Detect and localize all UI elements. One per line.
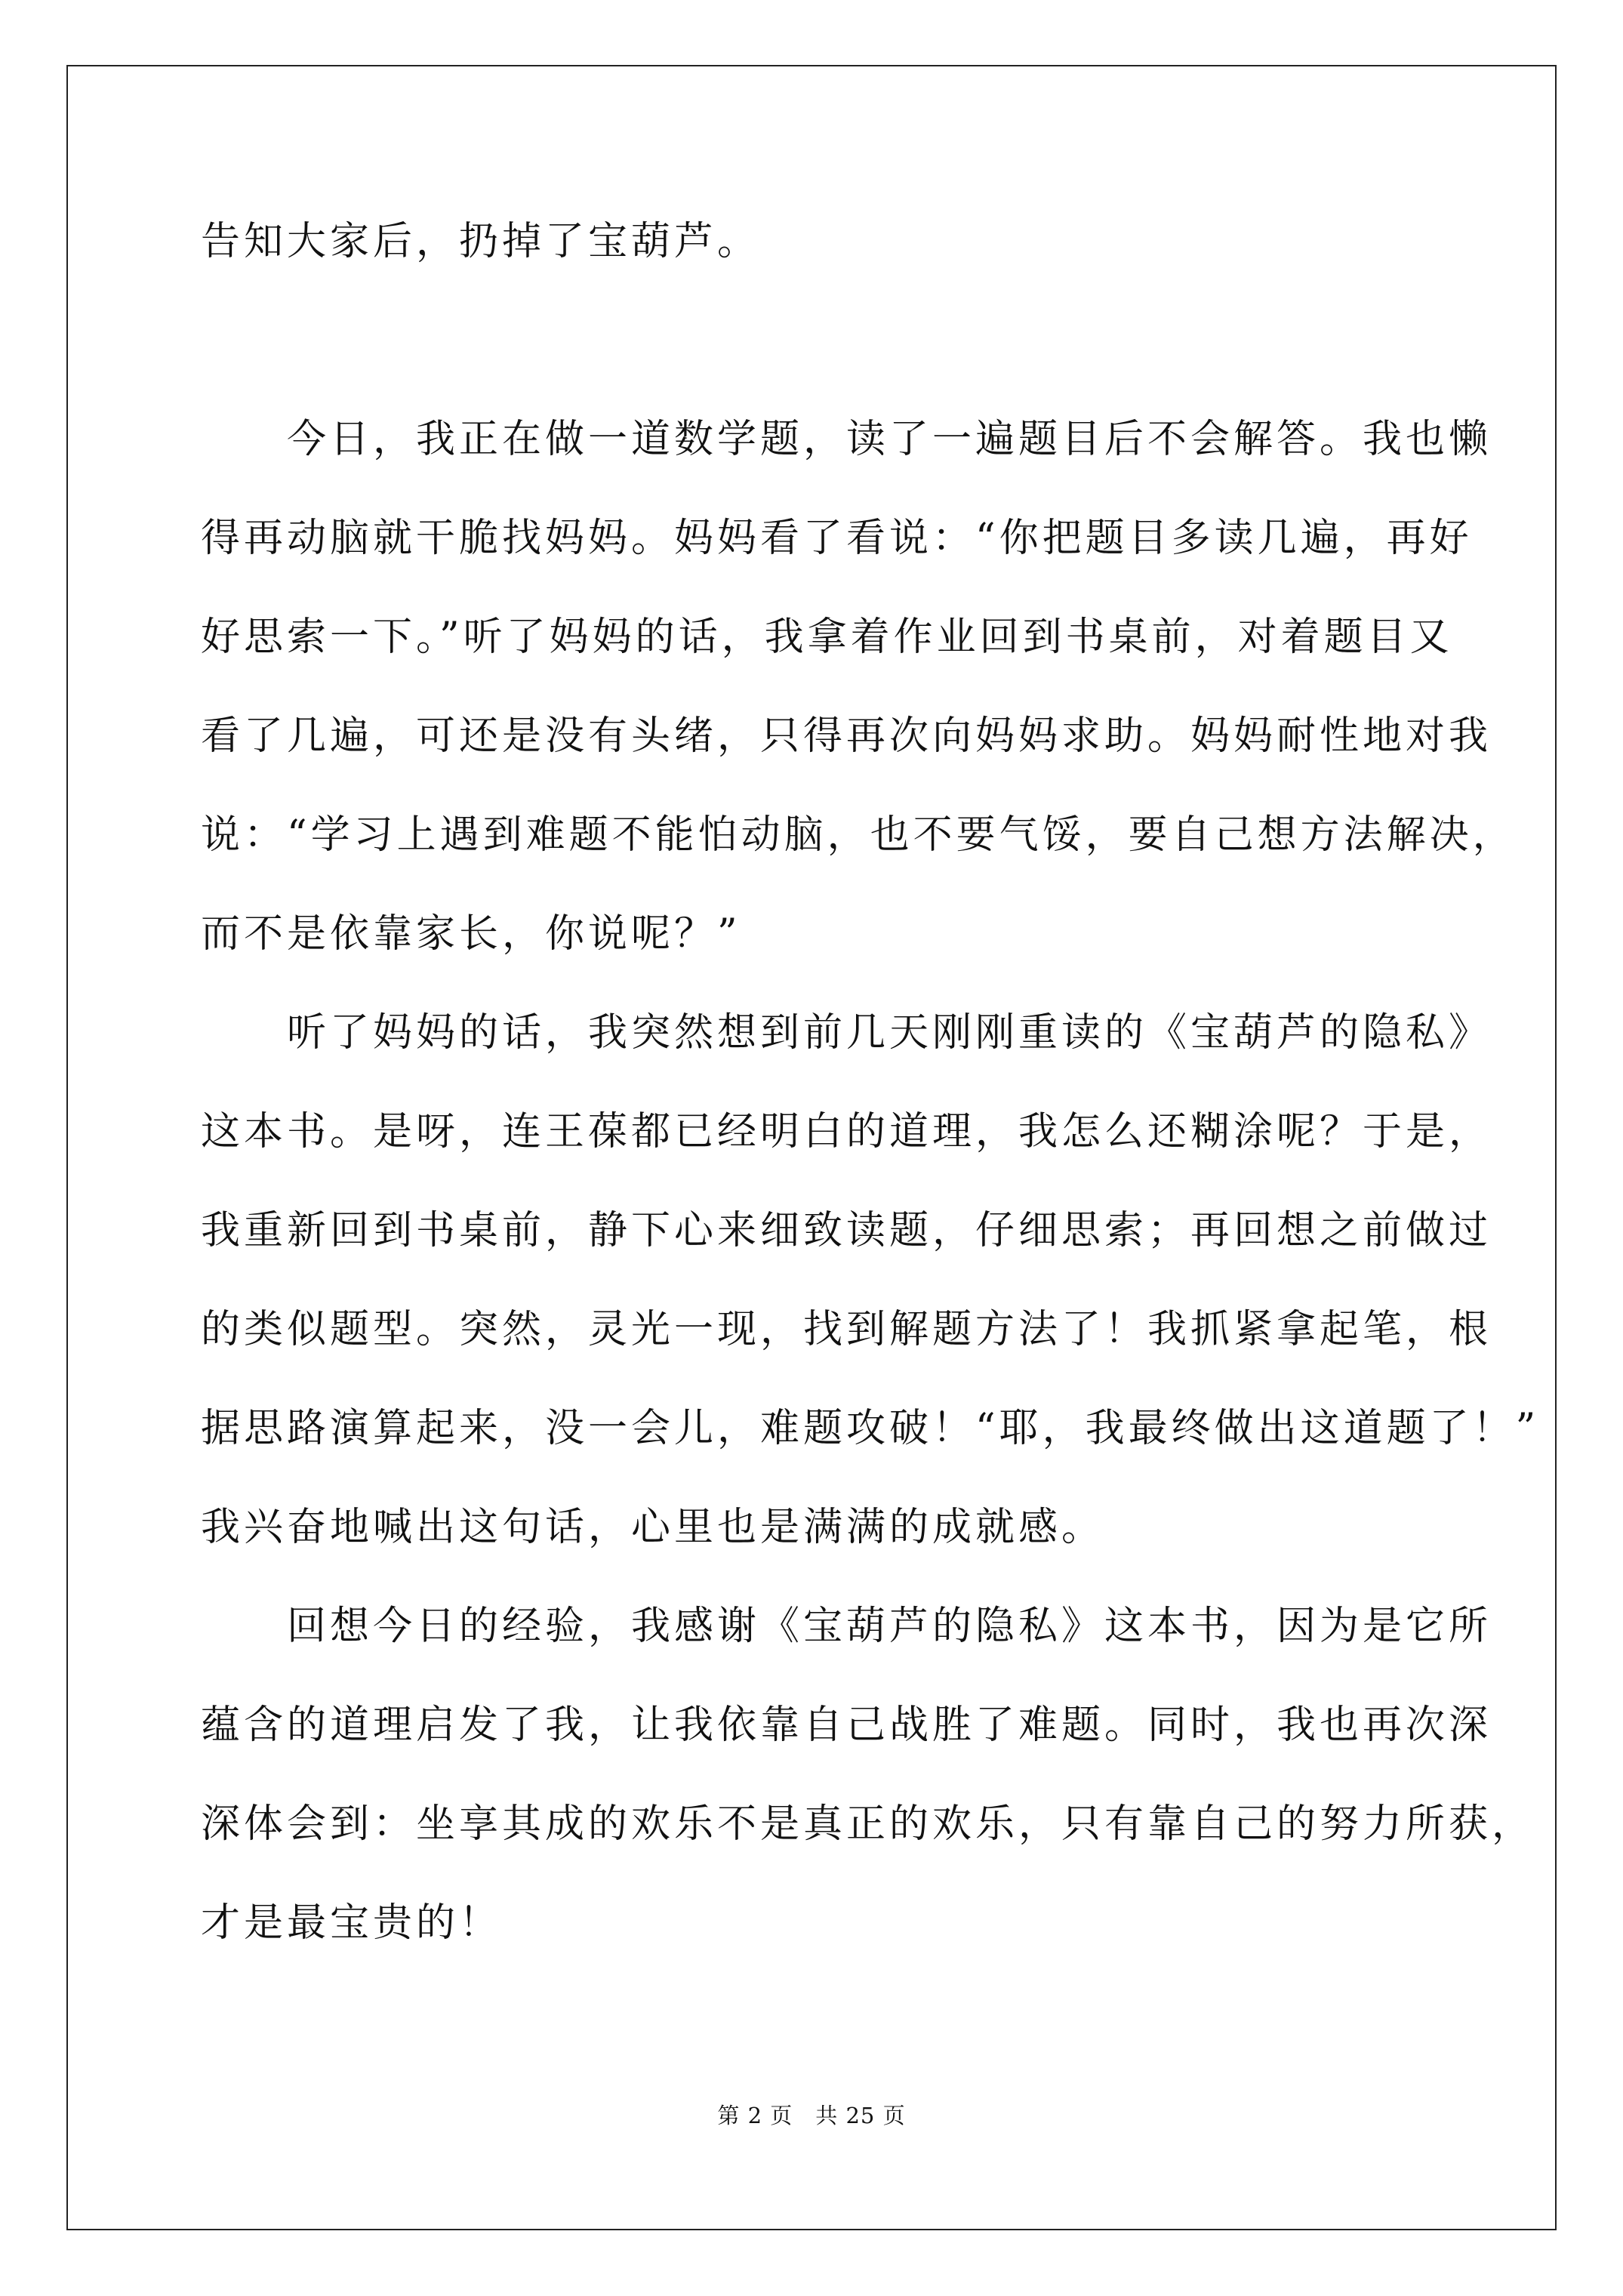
text-line: 而不是依靠家长，你说呢？”: [201, 911, 741, 957]
text-line: 这本书。是呀，连王葆都已经明白的道理，我怎么还糊涂呢？于是，: [201, 1109, 1492, 1154]
text-line: 蕴含的道理启发了我，让我依靠自己战胜了难题。同时，我也再次深: [201, 1703, 1492, 1748]
text-line: 我重新回到书桌前，静下心来细致读题，仔细思索；再回想之前做过: [201, 1208, 1492, 1253]
text-line: 才是最宝贵的！: [201, 1900, 503, 1946]
text-line: [201, 291, 1484, 390]
text-line: 的类似题型。突然，灵光一现，找到解题方法了！我抓紧拿起笔，根: [201, 1307, 1492, 1352]
text-line: 好思索一下。”听了妈妈的话，我拿着作业回到书桌前，对着题目又: [201, 615, 1453, 660]
document-body: [201, 193, 1540, 1973]
text-line: 我兴奋地喊出这句话，心里也是满满的成就感。: [201, 1505, 1105, 1550]
page-number: 第 2 页 共 25 页: [717, 2103, 906, 2128]
text-line: 回想今日的经验，我感谢《宝葫芦的隐私》这本书，因为是它所: [201, 1604, 1492, 1649]
text-line: 得再动脑就干脆找妈妈。妈妈看了看说：“你把题目多读几遍，再好: [201, 516, 1473, 561]
text-line: 看了几遍，可还是没有头绪，只得再次向妈妈求助。妈妈耐性地对我: [201, 713, 1492, 759]
text-line: 今日，我正在做一道数学题，读了一遍题目后不会解答。我也懒: [201, 417, 1492, 462]
text-line: 说：“学习上遇到难题不能怕动脑，也不要气馁，要自己想方法解决，: [201, 812, 1516, 858]
text-line: 深体会到：坐享其成的欢乐不是真正的欢乐，只有靠自己的努力所获，: [201, 1801, 1535, 1847]
text-line: 告知大家后，扔掉了宝葫芦。: [201, 219, 761, 264]
text-line: 据思路演算起来，没一会儿，难题攻破！“耶，我最终做出这道题了！”: [201, 1406, 1540, 1451]
text-line: 听了妈妈的话，我突然想到前几天刚刚重读的《宝葫芦的隐私》: [201, 1010, 1492, 1056]
